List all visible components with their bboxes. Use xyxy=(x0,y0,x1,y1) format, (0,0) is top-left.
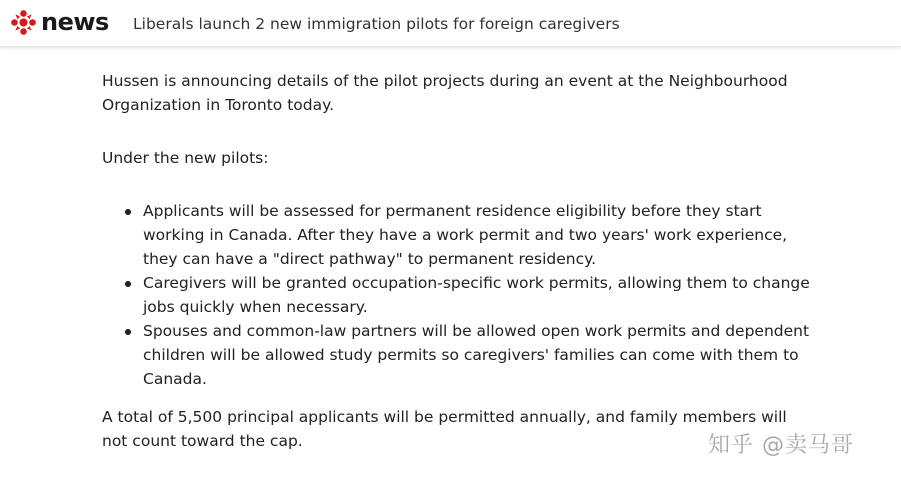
bullet-icon xyxy=(125,209,131,215)
list-item-text: Spouses and common-law partners will be allowed open work permits and dependent children will be allowed study permits so caregivers' families can come with them to Canada. xyxy=(143,322,810,388)
page-headline: Liberals launch 2 new immigration pilots for foreign caregivers xyxy=(133,15,620,33)
list-item xyxy=(143,319,823,391)
lead-in-paragraph: Under the new pilots: xyxy=(102,149,269,167)
list-item xyxy=(143,271,823,319)
pilot-details-list xyxy=(143,199,823,391)
article-body xyxy=(0,47,901,482)
site-header xyxy=(0,0,901,47)
closing-paragraph: A total of 5,500 principal applicants will be permitted annually, and family members will not count toward the cap. xyxy=(102,408,787,450)
cbc-gem-logo-icon[interactable] xyxy=(11,10,36,35)
list-item xyxy=(143,199,823,271)
intro-paragraph: Hussen is announcing details of the pilot projects during an event at the Neighbourhood Organization in Toronto today. xyxy=(102,72,788,114)
bullet-icon xyxy=(125,281,131,287)
watermark: 知乎 @卖马哥 xyxy=(708,433,854,458)
list-item-text: Applicants will be assessed for permanent residence eligibility before they start working in Canada. After they have a work permit and two years' work experience, they can have a "direct pathway" to permanent residency. xyxy=(143,202,788,268)
bullet-icon xyxy=(125,329,131,335)
brand-wordmark[interactable]: news xyxy=(41,8,109,36)
list-item-text: Caregivers will be granted occupation-specific work permits, allowing them to change jobs quickly when necessary. xyxy=(143,274,810,316)
